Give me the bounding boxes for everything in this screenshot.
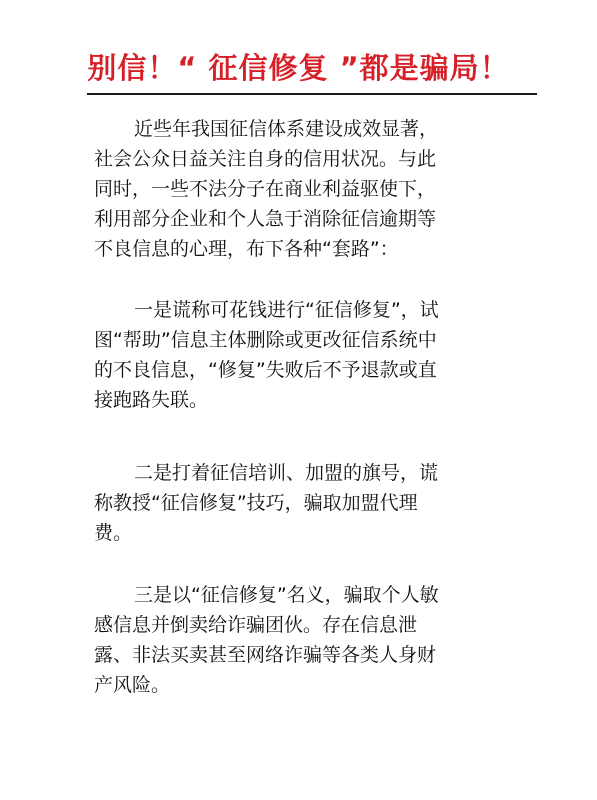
paragraph-line: 图“帮助”信息主体删除或更改征信系统中 <box>94 329 437 351</box>
paragraph-line: 同时，一些不法分子在商业利益驱使下， <box>94 178 437 200</box>
paragraph-line: 露、非法买卖甚至网络诈骗等各类人身财 <box>94 644 437 666</box>
paragraph-line: 称教授“征信修复”技巧，骗取加盟代理 <box>94 492 418 514</box>
paragraph-scam-one <box>94 295 504 415</box>
paragraph-line: 一是谎称可花钱进行“征信修复”，试 <box>134 299 439 321</box>
paragraph-line: 感信息并倒卖给诈骗团伙。存在信息泄 <box>94 614 418 636</box>
paragraph-intro <box>94 114 504 264</box>
article-title: 别信！“ 征信修复 ”都是骗局！ <box>87 51 510 85</box>
paragraph-line: 的不良信息，“修复”失败后不予退款或直 <box>94 359 437 381</box>
paragraph-line: 接跑路失联。 <box>94 389 209 411</box>
paragraph-line: 二是打着征信培训、加盟的旗号，谎 <box>134 462 439 484</box>
paragraph-line: 产风险。 <box>94 674 171 696</box>
paragraph-line: 费。 <box>94 522 133 544</box>
title-divider <box>87 93 537 95</box>
paragraph-scam-two <box>94 458 504 548</box>
paragraph-scam-three <box>94 580 504 700</box>
paragraph-line: 近些年我国征信体系建设成效显著， <box>134 118 439 140</box>
paragraph-line: 利用部分企业和个人急于消除征信逾期等 <box>94 208 437 230</box>
paragraph-line: 社会公众日益关注自身的信用状况。与此 <box>94 148 437 170</box>
paragraph-line: 三是以“征信修复”名义，骗取个人敏 <box>134 584 439 606</box>
paragraph-line: 不良信息的心理，布下各种“套路”： <box>94 238 399 260</box>
